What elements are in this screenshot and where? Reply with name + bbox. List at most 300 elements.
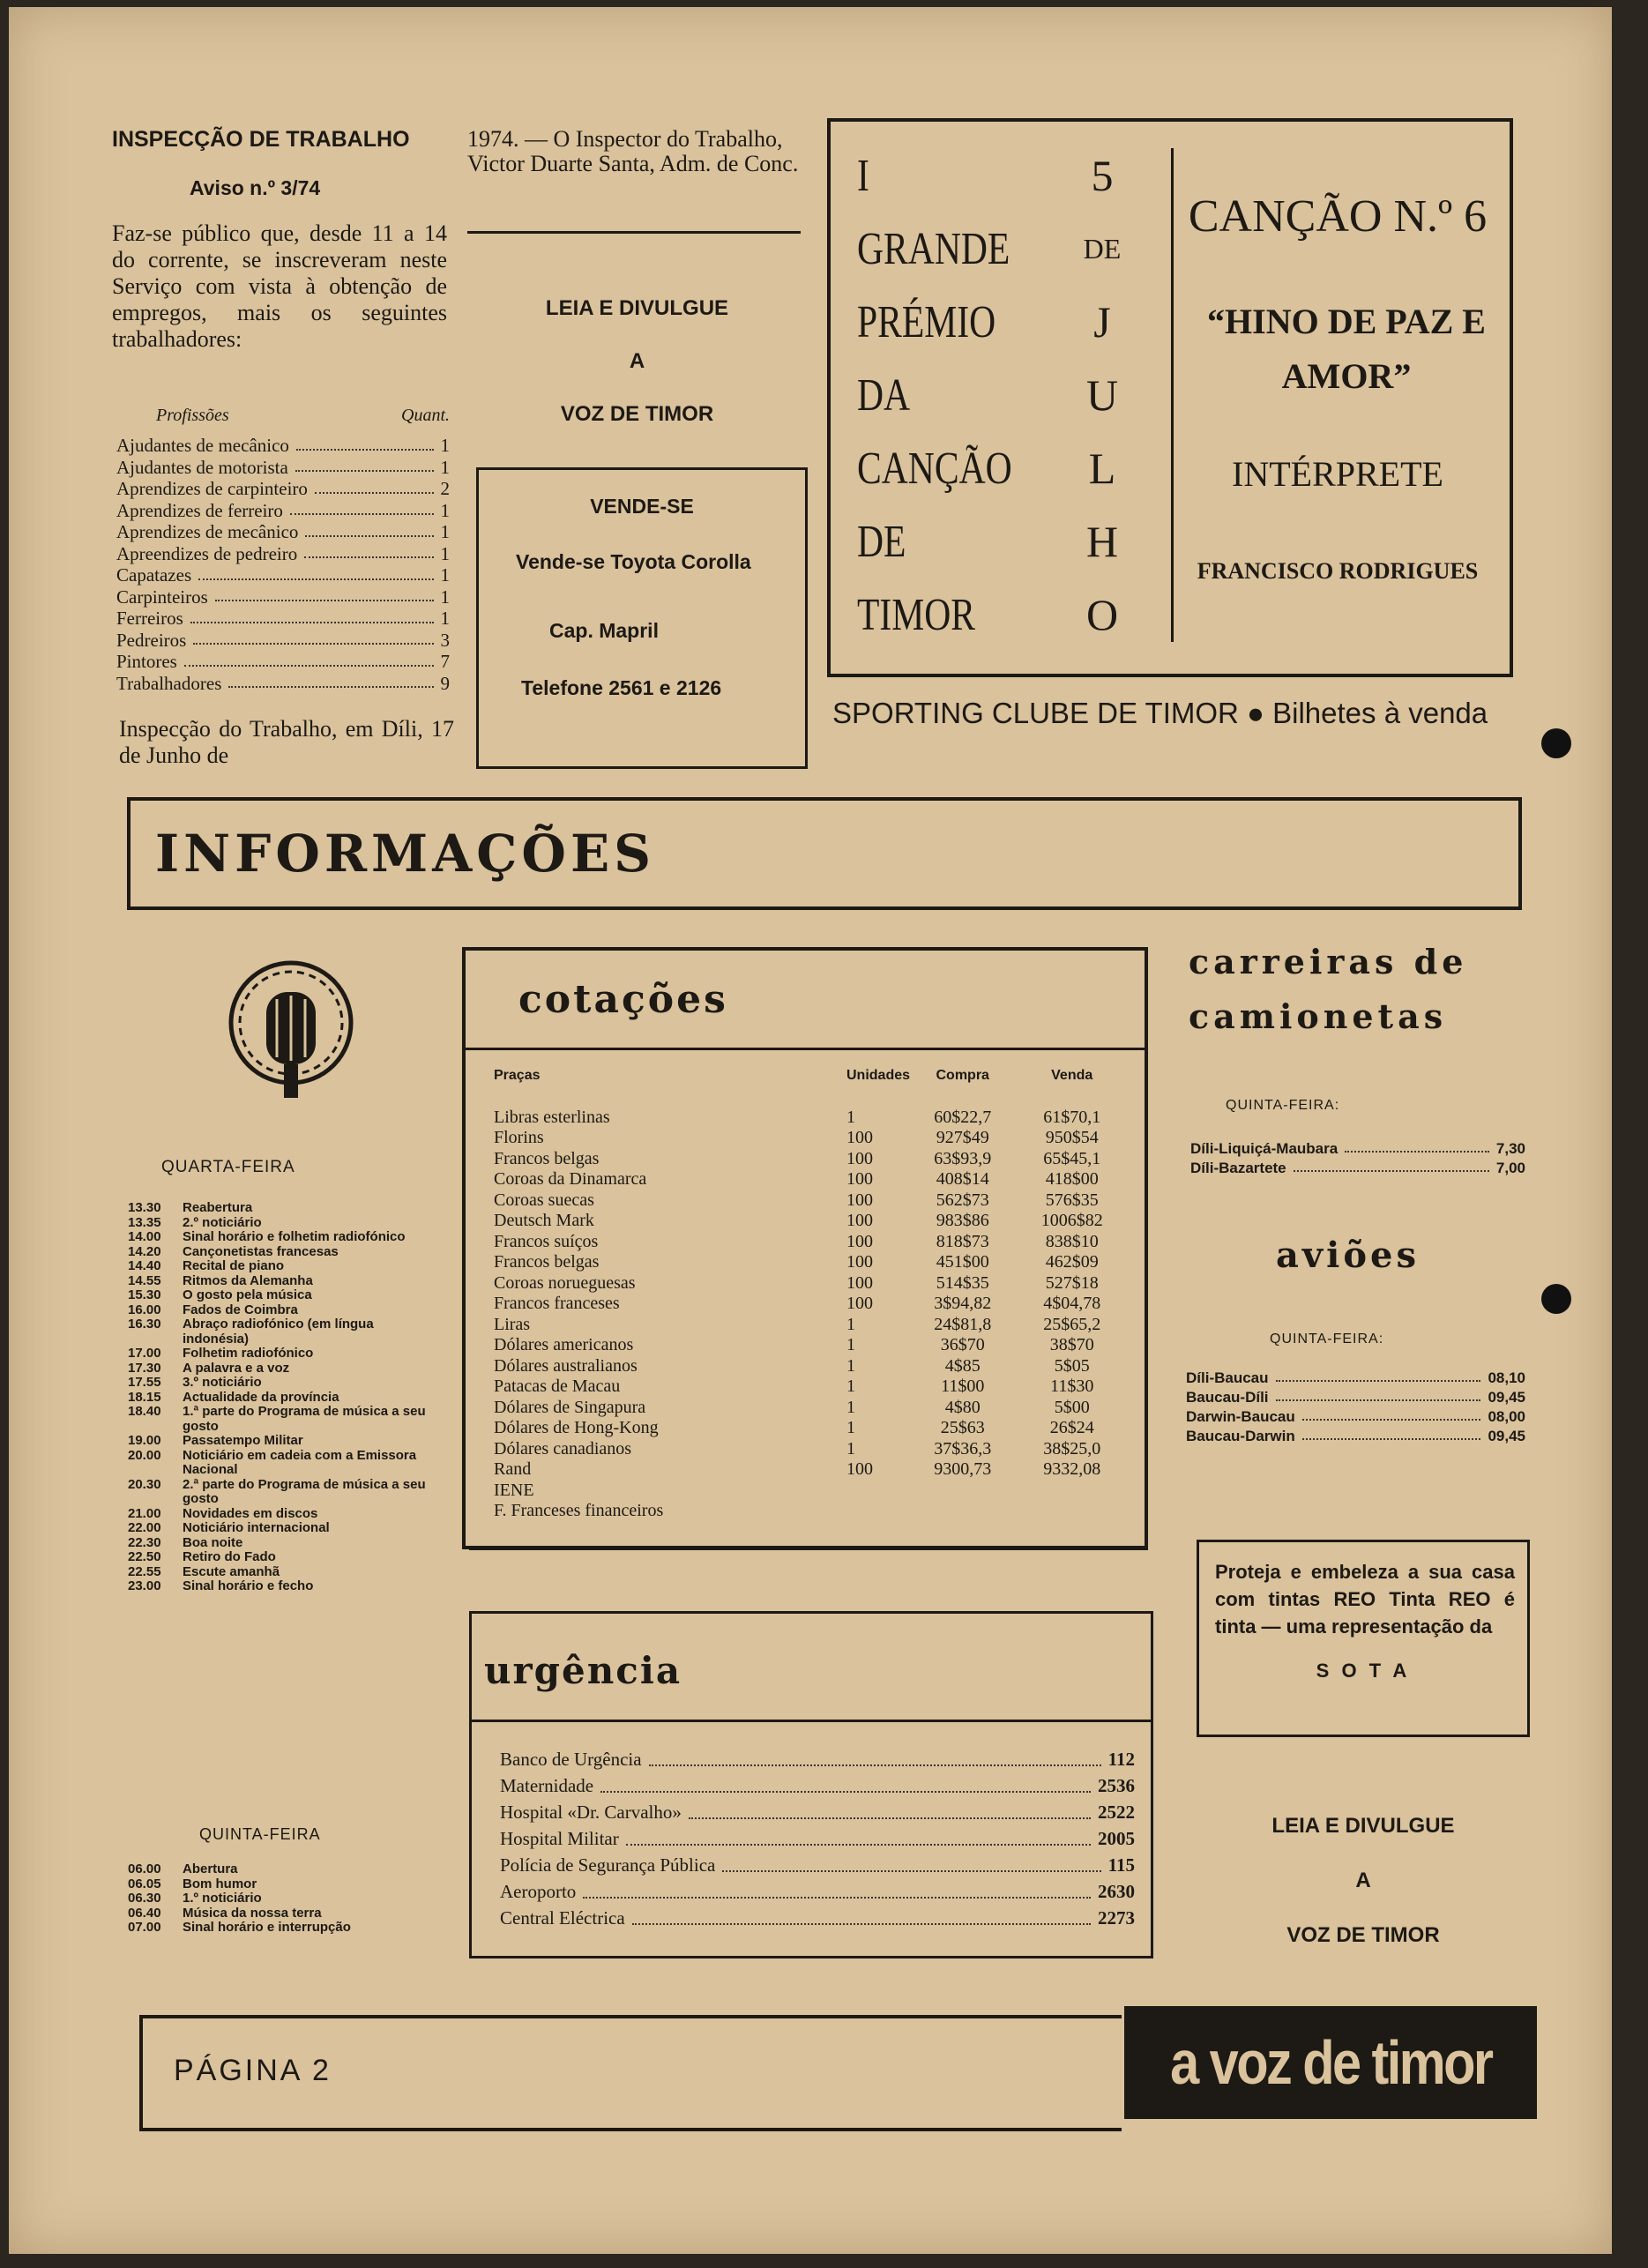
leia-divulgue-bottom: LEIA E DIVULGUE A VOZ DE TIMOR (1271, 1814, 1455, 1947)
schedule-time: 22.55 (128, 1563, 161, 1579)
schedule-item (128, 1274, 432, 1289)
emergency-phone: 115 (1107, 1854, 1135, 1876)
schedule-program: Sinal horário e interrupção (183, 1920, 351, 1935)
urgencia-title: urgência (484, 1649, 682, 1692)
divider (469, 1548, 1148, 1550)
leader-dots (722, 1852, 1100, 1872)
schedule-item (128, 1536, 432, 1551)
cotacao-row (494, 1108, 1129, 1129)
cotacao-row (494, 1190, 1129, 1212)
emergency-row (500, 1905, 1135, 1931)
sell-rate (1015, 1501, 1129, 1522)
currency-units: 1 (846, 1397, 855, 1417)
cotacao-row (494, 1398, 1129, 1419)
emergency-row (500, 1852, 1135, 1878)
currency-name: Dólares de Singapura (494, 1397, 646, 1417)
bus-route-row (1190, 1139, 1525, 1159)
schedule-program: A palavra e a voz (183, 1360, 290, 1376)
sell-rate: 838$10 (1045, 1231, 1099, 1251)
schedule-program: Noticiário internacional (183, 1520, 330, 1535)
sell-rate: 462$09 (1045, 1252, 1099, 1272)
schedule-time: 06.05 (128, 1876, 161, 1891)
leader-dots (689, 1799, 1091, 1819)
schedule-time: 20.30 (128, 1476, 161, 1492)
schedule-item (128, 1906, 432, 1921)
leader-dots (198, 564, 433, 580)
buy-rate: 37$36,3 (934, 1438, 992, 1459)
urgencia-box (469, 1611, 1153, 1958)
leader-dots (626, 1825, 1091, 1846)
grande-premio-ad (827, 118, 1513, 677)
camionetas-list (1190, 1139, 1525, 1178)
vende-se-phone: Telefone 2561 e 2126 (521, 676, 722, 699)
currency-name: IENE (494, 1480, 534, 1500)
cotacao-row (494, 1232, 1129, 1253)
schedule-program: 2.º noticiário (183, 1214, 262, 1230)
cotacao-row (494, 1211, 1129, 1232)
schedule-time: 17.30 (128, 1360, 161, 1376)
vende-se-contact: Cap. Mapril (549, 619, 659, 642)
currency-units: 1 (846, 1355, 855, 1376)
route-time: 08,10 (1488, 1369, 1525, 1386)
emergency-row (500, 1825, 1135, 1852)
profession-row (116, 543, 450, 565)
schedule-time: 06.00 (128, 1861, 161, 1876)
divider (1171, 148, 1174, 642)
profession-name: Pintores (116, 651, 177, 672)
currency-units: 100 (846, 1190, 873, 1210)
schedule-item (128, 1478, 432, 1507)
cotacao-row (494, 1481, 1129, 1502)
schedule-time: 17.55 (128, 1375, 161, 1390)
profession-row (116, 457, 450, 479)
cotacao-row (494, 1376, 1129, 1398)
vende-se-title: VENDE-SE (590, 495, 694, 518)
cotacao-row (494, 1252, 1129, 1273)
profession-row (116, 478, 450, 500)
emergency-phone: 2273 (1098, 1907, 1135, 1929)
currency-name: Liras (494, 1314, 531, 1334)
schedule-program: 2.ª parte do Programa de música a seu gosto (183, 1476, 426, 1506)
profession-name: Aprendizes de carpinteiro (116, 478, 308, 499)
col-professions: Profissões (156, 406, 229, 425)
camionetas-day: QUINTA-FEIRA: (1226, 1098, 1340, 1113)
currency-name: Deutsch Mark (494, 1211, 594, 1230)
currency-units: 100 (846, 1459, 873, 1479)
page-number: PÁGINA 2 (174, 2054, 332, 2087)
emergency-service: Hospital Militar (500, 1828, 619, 1849)
inspeccao-closing: Inspecção do Trabalho, em Díli, 17 de Junho de (119, 716, 454, 768)
currency-name: Francos franceses (494, 1294, 620, 1313)
sell-rate: 527$18 (1045, 1272, 1099, 1293)
col-venda: Venda (1051, 1068, 1093, 1083)
schedule-item (128, 1877, 432, 1892)
emergency-phone: 2630 (1098, 1881, 1135, 1902)
leader-dots (1294, 1159, 1489, 1172)
currency-units: 100 (846, 1294, 873, 1313)
radio-schedule-thursday (128, 1862, 432, 1936)
flight-row (1186, 1388, 1525, 1407)
currency-units: 100 (846, 1211, 873, 1230)
schedule-program: Folhetim radiofónico (183, 1346, 314, 1361)
leader-dots (649, 1746, 1101, 1766)
cotacao-row (494, 1501, 1129, 1522)
schedule-time: 20.00 (128, 1447, 161, 1463)
cotacoes-table (494, 1065, 1129, 1522)
schedule-time: 14.00 (128, 1229, 161, 1244)
cotacao-row (494, 1315, 1129, 1336)
col-unidades: Unidades (846, 1068, 911, 1083)
schedule-item (128, 1347, 432, 1362)
leader-dots (295, 457, 434, 473)
route-name: Darwin-Baucau (1186, 1408, 1295, 1425)
profession-qty: 1 (440, 564, 450, 586)
cotacao-row (494, 1169, 1129, 1190)
schedule-program: 3.º noticiário (183, 1375, 262, 1390)
currency-name: Dólares canadianos (494, 1438, 632, 1459)
masthead-logo (1124, 2006, 1537, 2119)
sell-rate: 38$70 (1049, 1335, 1094, 1354)
sell-rate: 950$54 (1045, 1128, 1099, 1147)
currency-name: Dólares australianos (494, 1355, 638, 1376)
schedule-time: 13.35 (128, 1214, 161, 1230)
schedule-program: Bom humor (183, 1876, 257, 1891)
schedule-item (128, 1891, 432, 1906)
cancao-number: CANÇÃO N.º 6 (1188, 191, 1488, 242)
buy-rate: 63$93,9 (934, 1148, 992, 1168)
emergency-service: Aeroporto (500, 1881, 577, 1902)
sell-rate: 5$00 (1054, 1397, 1090, 1417)
leader-dots (1276, 1369, 1481, 1382)
informacoes-title: INFORMAÇÕES (155, 824, 656, 884)
interprete-name: FRANCISCO RODRIGUES (1197, 558, 1479, 584)
currency-name: Francos suíços (494, 1231, 599, 1251)
profession-name: Ajudantes de motorista (116, 456, 288, 478)
profession-name: Ferreiros (116, 608, 183, 629)
profession-qty: 3 (440, 629, 450, 651)
currency-name: Francos belgas (494, 1252, 600, 1272)
currency-units: 100 (846, 1252, 873, 1272)
profession-name: Carpinteiros (116, 586, 208, 608)
sell-rate: 576$35 (1045, 1190, 1099, 1210)
cotacao-row (494, 1459, 1129, 1481)
professions-table (116, 406, 450, 694)
leader-dots (1302, 1427, 1481, 1440)
cotacoes-box (462, 947, 1148, 1549)
emergency-phone: 112 (1107, 1749, 1135, 1770)
emergency-phone: 2522 (1098, 1802, 1135, 1823)
schedule-program: Cançonetistas francesas (183, 1243, 339, 1259)
currency-name: Coroas suecas (494, 1190, 594, 1210)
leader-dots (193, 630, 433, 645)
schedule-item (128, 1550, 432, 1565)
buy-rate: 818$73 (936, 1231, 989, 1251)
route-name: Baucau-Díli (1186, 1389, 1269, 1406)
profession-row (116, 673, 450, 695)
currency-name: Coroas da Dinamarca (494, 1169, 647, 1189)
profession-name: Capatazes (116, 564, 192, 586)
buy-rate: 11$00 (941, 1376, 985, 1396)
route-time: 08,00 (1488, 1408, 1525, 1425)
currency-units: 1 (846, 1418, 855, 1437)
currency-name: Francos belgas (494, 1148, 600, 1168)
profession-qty: 1 (440, 521, 450, 542)
sporting-tickets: SPORTING CLUBE DE TIMOR ● Bilhetes à venda (832, 697, 1488, 729)
schedule-program: 1.º noticiário (183, 1891, 262, 1906)
profession-name: Ajudantes de mecânico (116, 435, 289, 456)
flight-row (1186, 1369, 1525, 1388)
leader-dots (215, 586, 434, 602)
schedule-time: 22.30 (128, 1534, 161, 1550)
premio-title: I GRANDE PRÉMIO DA CANÇÃO DE TIMOR (857, 151, 1012, 640)
buy-rate: 4$80 (944, 1397, 981, 1417)
microphone-icon (220, 957, 362, 1120)
schedule-time: 18.40 (128, 1404, 161, 1419)
buy-rate (910, 1501, 1015, 1522)
buy-rate: 60$22,7 (934, 1107, 992, 1127)
schedule-time: 13.30 (128, 1200, 161, 1215)
route-time: 09,45 (1488, 1389, 1525, 1406)
emergency-row (500, 1772, 1135, 1799)
schedule-item (128, 1565, 432, 1580)
currency-name: Dólares de Hong-Kong (494, 1418, 659, 1437)
leia-divulgue-top: LEIA E DIVULGUE A VOZ DE TIMOR (545, 296, 729, 426)
schedule-item (128, 1288, 432, 1303)
buy-rate: 9300,73 (934, 1459, 992, 1479)
profession-row (116, 564, 450, 586)
aviso-number: Aviso n.º 3/74 (190, 176, 321, 199)
schedule-item (128, 1391, 432, 1406)
sell-rate: 11$30 (1050, 1376, 1094, 1396)
flight-row (1186, 1427, 1525, 1446)
cotacao-row (494, 1439, 1129, 1460)
buy-rate: 927$49 (936, 1128, 989, 1147)
leader-dots (290, 500, 434, 516)
schedule-item (128, 1245, 432, 1260)
flight-row (1186, 1407, 1525, 1427)
schedule-time: 07.00 (128, 1920, 161, 1935)
schedule-program: Ritmos da Alemanha (183, 1272, 313, 1288)
currency-units (846, 1481, 910, 1502)
schedule-item (128, 1579, 432, 1594)
sell-rate: 9332,08 (1043, 1459, 1101, 1479)
interprete-label: INTÉRPRETE (1232, 454, 1443, 494)
schedule-time: 14.55 (128, 1272, 161, 1288)
avioes-title: aviões (1276, 1235, 1421, 1276)
route-name: Díli-Baucau (1186, 1369, 1269, 1386)
leader-dots (1345, 1139, 1489, 1153)
schedule-time: 06.30 (128, 1891, 161, 1906)
col-quantity: Quant. (401, 406, 450, 425)
schedule-program: Noticiário em cadeia com a Emissora Nacional (183, 1447, 417, 1477)
divider (466, 1048, 1145, 1050)
schedule-program: O gosto pela música (183, 1287, 312, 1302)
schedule-program: Abertura (183, 1861, 238, 1876)
profession-row (116, 500, 450, 522)
schedule-item (128, 1521, 432, 1536)
schedule-program: Sinal horário e folhetim radiofónico (183, 1229, 406, 1244)
schedule-time: 16.00 (128, 1302, 161, 1317)
cotacao-row (494, 1294, 1129, 1315)
radio-day-thursday: QUINTA-FEIRA (199, 1825, 321, 1843)
currency-units: 100 (846, 1169, 873, 1189)
profession-qty: 1 (440, 435, 450, 456)
schedule-time: 19.00 (128, 1433, 161, 1448)
divider (834, 674, 1513, 676)
buy-rate: 983$86 (936, 1211, 989, 1230)
profession-name: Trabalhadores (116, 672, 222, 694)
vende-se-text: Vende-se Toyota Corolla (516, 550, 751, 573)
route-name: Baucau-Darwin (1186, 1428, 1295, 1444)
emergency-service: Maternidade (500, 1775, 594, 1796)
schedule-program: Fados de Coimbra (183, 1302, 298, 1317)
sell-rate: 418$00 (1045, 1169, 1099, 1189)
leader-dots (305, 521, 433, 537)
schedule-time: 18.15 (128, 1389, 161, 1405)
schedule-item (128, 1303, 432, 1318)
camionetas-title: carreiras de camionetas (1189, 942, 1468, 1036)
profession-qty: 9 (440, 672, 450, 694)
route-time: 7,00 (1495, 1160, 1525, 1176)
radio-schedule-wednesday (128, 1201, 432, 1594)
schedule-program: 1.ª parte do Programa de música a seu gosto (183, 1404, 426, 1434)
schedule-item (128, 1259, 432, 1274)
route-name: Díli-Liquiçá-Maubara (1190, 1140, 1339, 1157)
sell-rate: 1006$82 (1040, 1211, 1103, 1230)
radio-day-wednesday: QUARTA-FEIRA (161, 1158, 295, 1176)
schedule-time: 21.00 (128, 1505, 161, 1521)
schedule-program: Abraço radiofónico (em língua indonésia) (183, 1317, 374, 1347)
profession-name: Aprendizes de mecânico (116, 521, 299, 542)
profession-row (116, 651, 450, 673)
vende-se-ad (476, 467, 808, 769)
leader-dots (583, 1878, 1091, 1899)
route-time: 09,45 (1488, 1428, 1525, 1444)
profession-qty: 2 (440, 478, 450, 499)
inspeccao-title: INSPECÇÃO DE TRABALHO (112, 127, 410, 152)
profession-row (116, 630, 450, 652)
buy-rate: 36$70 (940, 1335, 985, 1354)
schedule-time: 22.50 (128, 1549, 161, 1564)
schedule-item (128, 1216, 432, 1231)
leader-dots (600, 1772, 1091, 1793)
sell-rate (1015, 1481, 1129, 1502)
avioes-day: QUINTA-FEIRA: (1270, 1332, 1384, 1347)
punch-hole (1541, 728, 1571, 758)
currency-name: Libras esterlinas (494, 1107, 610, 1127)
footer-box (139, 2015, 1122, 2131)
sell-rate: 5$05 (1054, 1355, 1090, 1376)
leader-dots (304, 543, 433, 559)
reo-ad (1197, 1540, 1530, 1737)
emergency-row (500, 1746, 1135, 1772)
profession-row (116, 586, 450, 608)
route-time: 7,30 (1495, 1140, 1525, 1157)
profession-qty: 1 (440, 542, 450, 564)
cotacao-row (494, 1273, 1129, 1294)
currency-units: 1 (846, 1107, 855, 1127)
profession-name: Apreendizes de pedreiro (116, 542, 298, 564)
route-name: Díli-Bazartete (1190, 1160, 1286, 1176)
schedule-time: 22.00 (128, 1520, 161, 1535)
buy-rate: 514$35 (936, 1272, 989, 1293)
reo-text: Proteja e embeleza a sua casa com tintas REO Tinta REO é tinta — uma representação da (1215, 1561, 1515, 1638)
schedule-program: Música da nossa terra (183, 1905, 322, 1921)
leader-dots (632, 1905, 1091, 1925)
buy-rate: 4$85 (944, 1355, 981, 1376)
schedule-item (128, 1862, 432, 1877)
currency-name: Patacas de Macau (494, 1376, 621, 1396)
buy-rate: 562$73 (936, 1190, 989, 1210)
profession-qty: 1 (440, 456, 450, 478)
profession-qty: 1 (440, 608, 450, 629)
buy-rate: 25$63 (940, 1418, 985, 1437)
currency-units (846, 1501, 910, 1522)
schedule-item (128, 1405, 432, 1434)
sell-rate: 65$45,1 (1043, 1148, 1101, 1168)
sell-rate: 38$25,0 (1043, 1438, 1101, 1459)
masthead-text: a voz de timor (1169, 2028, 1492, 2097)
schedule-item (128, 1376, 432, 1391)
sell-rate: 26$24 (1049, 1418, 1094, 1437)
schedule-time: 15.30 (128, 1287, 161, 1302)
leader-dots (1276, 1388, 1481, 1401)
currency-name: Dólares americanos (494, 1335, 634, 1354)
currency-units: 1 (846, 1314, 855, 1334)
schedule-time: 14.40 (128, 1258, 161, 1273)
sell-rate: 4$04,78 (1043, 1294, 1101, 1313)
bus-route-row (1190, 1159, 1525, 1178)
profession-row (116, 435, 450, 457)
schedule-program: Boa noite (183, 1534, 243, 1550)
schedule-program: Passatempo Militar (183, 1433, 303, 1448)
emergency-service: Polícia de Segurança Pública (500, 1854, 716, 1876)
currency-units: 100 (846, 1272, 873, 1293)
schedule-program: Novidades em discos (183, 1505, 318, 1521)
emergency-service: Banco de Urgência (500, 1749, 642, 1770)
profession-row (116, 521, 450, 543)
emergency-row (500, 1799, 1135, 1825)
cotacoes-title: cotações (518, 977, 728, 1022)
emergency-service: Central Eléctrica (500, 1907, 625, 1929)
sell-rate: 61$70,1 (1043, 1107, 1101, 1127)
sell-rate: 25$65,2 (1043, 1314, 1101, 1334)
divider (467, 231, 801, 234)
schedule-program: Recital de piano (183, 1258, 285, 1273)
profession-qty: 7 (440, 651, 450, 672)
punch-hole (1541, 1284, 1571, 1314)
cotacao-row (494, 1128, 1129, 1149)
schedule-time: 16.30 (128, 1317, 161, 1332)
leader-dots (315, 478, 434, 494)
schedule-item (128, 1201, 432, 1216)
currency-name: Florins (494, 1128, 544, 1147)
schedule-time: 23.00 (128, 1578, 161, 1593)
emergency-service: Hospital «Dr. Carvalho» (500, 1802, 682, 1823)
schedule-item (128, 1921, 432, 1936)
sota-name: S O T A (1316, 1660, 1411, 1682)
premio-date: 5 DE J U L H O (1083, 151, 1122, 639)
emergency-phone: 2005 (1098, 1828, 1135, 1849)
profession-qty: 1 (440, 499, 450, 521)
schedule-item (128, 1507, 432, 1522)
cotacao-row (494, 1149, 1129, 1170)
inspeccao-closing-cont: 1974. — O Inspector do Trabalho, Victor Duarte Santa, Adm. de Conc. (467, 126, 799, 176)
schedule-program: Sinal horário e fecho (183, 1578, 314, 1593)
song-title: “HINO DE PAZ E AMOR” (1207, 302, 1486, 396)
buy-rate: 3$94,82 (934, 1294, 992, 1313)
buy-rate (910, 1481, 1015, 1502)
